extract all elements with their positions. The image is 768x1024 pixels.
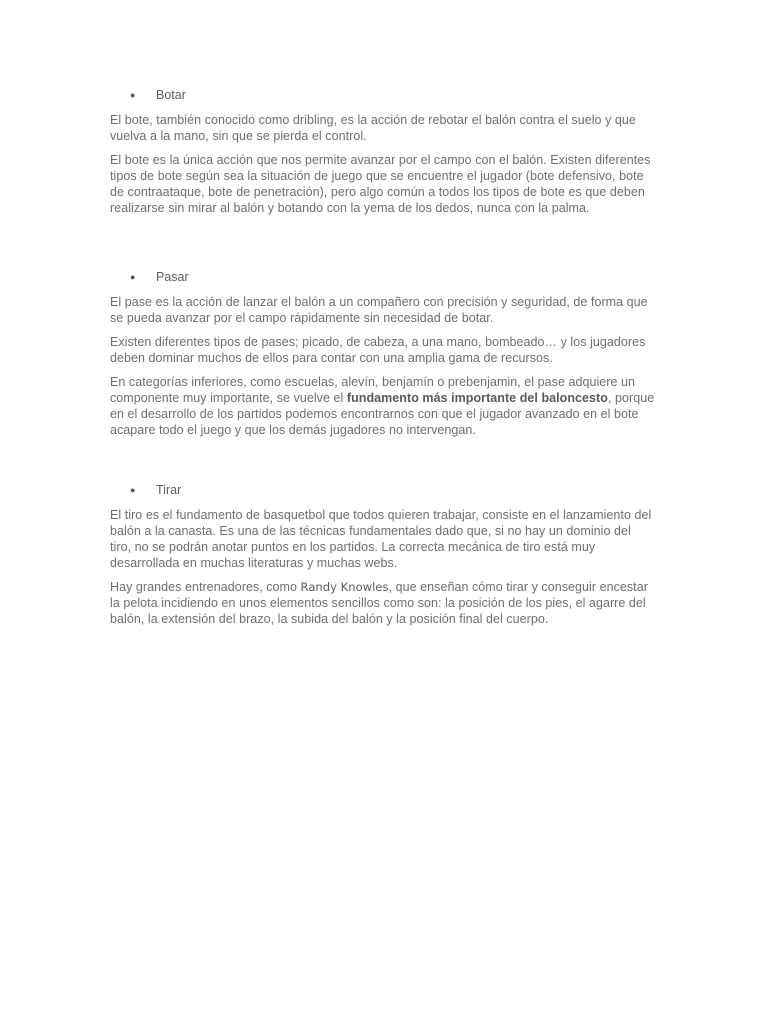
paragraph-mixed — [110, 579, 655, 627]
text-run: Hay grandes entrenadores, como — [110, 580, 301, 594]
text-run: , porque en el desarrollo de los partidos podemos encontrarnos con que el jugador avanzado en el bote acapare todo el juego y que los demás jugadores no intervengan. — [110, 391, 655, 437]
bold-text: fundamento más importante del baloncesto — [346, 391, 608, 405]
text-run: En categorías inferiores, como escuelas, alevín, benjamín o prebenjamin, el pase adquiere un componente muy importante, se vuelve el — [110, 375, 636, 405]
bullet-icon: ● — [130, 485, 136, 495]
bullet-icon: ● — [130, 272, 136, 282]
paragraph: El bote, también conocido como dribling, es la acción de rebotar el balón contra el suelo y que vuelva a la mano, sin que se pierda el control. — [110, 113, 636, 143]
heading-pasar: Pasar — [156, 270, 189, 284]
section-pasar — [110, 268, 655, 438]
section-botar — [110, 86, 655, 216]
paragraph: Existen diferentes tipos de pases; picado, de cabeza, a una mano, bombeado… y los jugadores deben dominar muchos de ellos para contar con una amplia gama de recursos. — [110, 335, 646, 365]
paragraph-mixed — [110, 374, 655, 438]
section-heading — [110, 481, 655, 499]
paragraph: El tiro es el fundamento de basquetbol que todos quieren trabajar, consiste en el lanzamiento del balón a la canasta. Es una de las técnicas fundamentales dado que, si no hay un dominio del tiro, no se podrán anotar puntos en los partidos. La correcta mecánica de tiro está muy desarrollada en muchas literaturas y muchas webs. — [110, 508, 652, 570]
paragraph: El pase es la acción de lanzar el balón a un compañero con precisión y seguridad, de forma que se pueda avanzar por el campo rápidamente sin necesidad de botar. — [110, 295, 648, 325]
section-heading — [110, 86, 655, 104]
section-tirar — [110, 481, 655, 627]
text-run: , que enseñan cómo tirar y conseguir encestar la pelota incidiendo en unos elementos sencillos como son: la posición de los pies, el agarre del balón, la extensión del brazo, la subida del balón y la posición final del cuerpo. — [110, 580, 648, 626]
paragraph: El bote es la única acción que nos permite avanzar por el campo con el balón. Existen diferentes tipos de bote según sea la situación de juego que se encuentre el jugador (bote defensivo, bote de contraataque, bote de penetración), pero algo común a todos los tipos de bote es que deben realizarse sin mirar al balón y botando con la yema de los dedos, nunca con la palma. — [110, 153, 651, 215]
section-heading — [110, 268, 655, 286]
coach-name: Randy Knowles — [300, 580, 389, 594]
heading-botar: Botar — [156, 88, 186, 102]
heading-tirar: Tirar — [156, 483, 182, 497]
bullet-icon: ● — [130, 90, 136, 100]
